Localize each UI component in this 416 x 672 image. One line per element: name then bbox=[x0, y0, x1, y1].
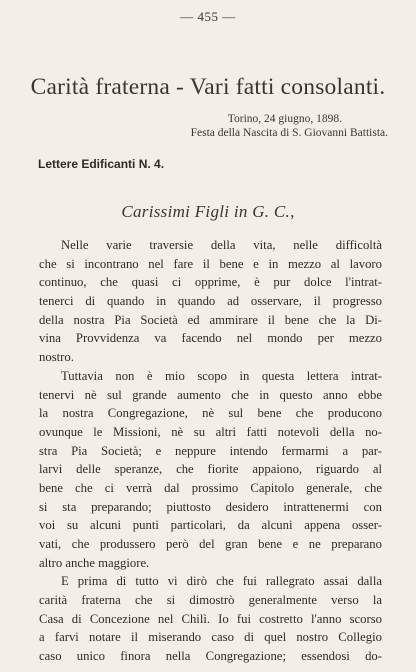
text-line: carità fraterna che si dimostrò generalmente verso la bbox=[39, 593, 382, 608]
text-line: tenervi nè sul grande aumento che in questo anno ebbe bbox=[39, 387, 382, 402]
letter-title: Carità fraterna - Vari fatti consolanti. bbox=[30, 74, 386, 100]
text-line: larvi delle speranze, che fiorite appaiono, riguardo al bbox=[39, 462, 382, 477]
text-line: Nelle varie traversie della vita, nelle difficoltà bbox=[61, 238, 382, 252]
text-line: della nostra Pia Società ed ammirare il bene che la Di- bbox=[39, 312, 382, 327]
text-line: nostro. bbox=[39, 350, 74, 365]
place-date: Torino, 24 giugno, 1898. bbox=[227, 113, 342, 125]
text-line: vina Provvidenza va facendo nel mondo per mezzo bbox=[39, 331, 382, 346]
letter-body bbox=[39, 236, 382, 666]
text-line: che si incontrano nel fare il bene e in mezzo al lavoro bbox=[39, 256, 382, 271]
text-line: la nostra Congregazione, nè sul bene che producono bbox=[39, 406, 382, 421]
text-line: altro anche maggiore. bbox=[39, 555, 150, 570]
text-line: si sta preparando; piuttosto desidero intrattenermi con bbox=[39, 499, 382, 514]
text-line: tenerci di quando in quando ad osservare, il progresso bbox=[39, 294, 382, 309]
salutation: Carissimi Figli in G. C., bbox=[121, 202, 295, 221]
text-line: ovunque le Missioni, nè su altri fatti notevoli della no- bbox=[39, 424, 382, 439]
text-line: bene che ci verrà dal prossimo Capitolo generale, che bbox=[39, 480, 382, 495]
text-line: continuo, che quasi ci opprime, è pur dolce l'intrat- bbox=[39, 275, 382, 290]
feast-day: Festa della Nascita di S. Giovanni Battista. bbox=[190, 127, 388, 139]
text-line: stra Pia Società; e neppure intendo fermarmi a par- bbox=[39, 443, 382, 458]
text-line: voi su alcuni punti particolari, da alcuni appena osser- bbox=[39, 518, 382, 533]
text-line: Tuttavia non è mio scopo in questa lettera intrat- bbox=[61, 368, 382, 383]
series-label: Lettere Edificanti N. 4. bbox=[38, 157, 165, 171]
text-line: Casa di Concezione nel Chilì. Io fui costretto l'anno scorso bbox=[39, 611, 382, 626]
text-line: caso unico finora nella Congregazione; essendosi do- bbox=[39, 649, 382, 664]
text-line: E prima di tutto vi dirò che fui rallegrato assai dalla bbox=[61, 574, 382, 589]
page-number: — 455 — bbox=[180, 9, 236, 24]
text-line: vati, che produssero però del gran bene e ne preparano bbox=[39, 537, 382, 551]
text-line: a farvi notare il miserando caso di quel nostro Collegio bbox=[39, 630, 382, 645]
